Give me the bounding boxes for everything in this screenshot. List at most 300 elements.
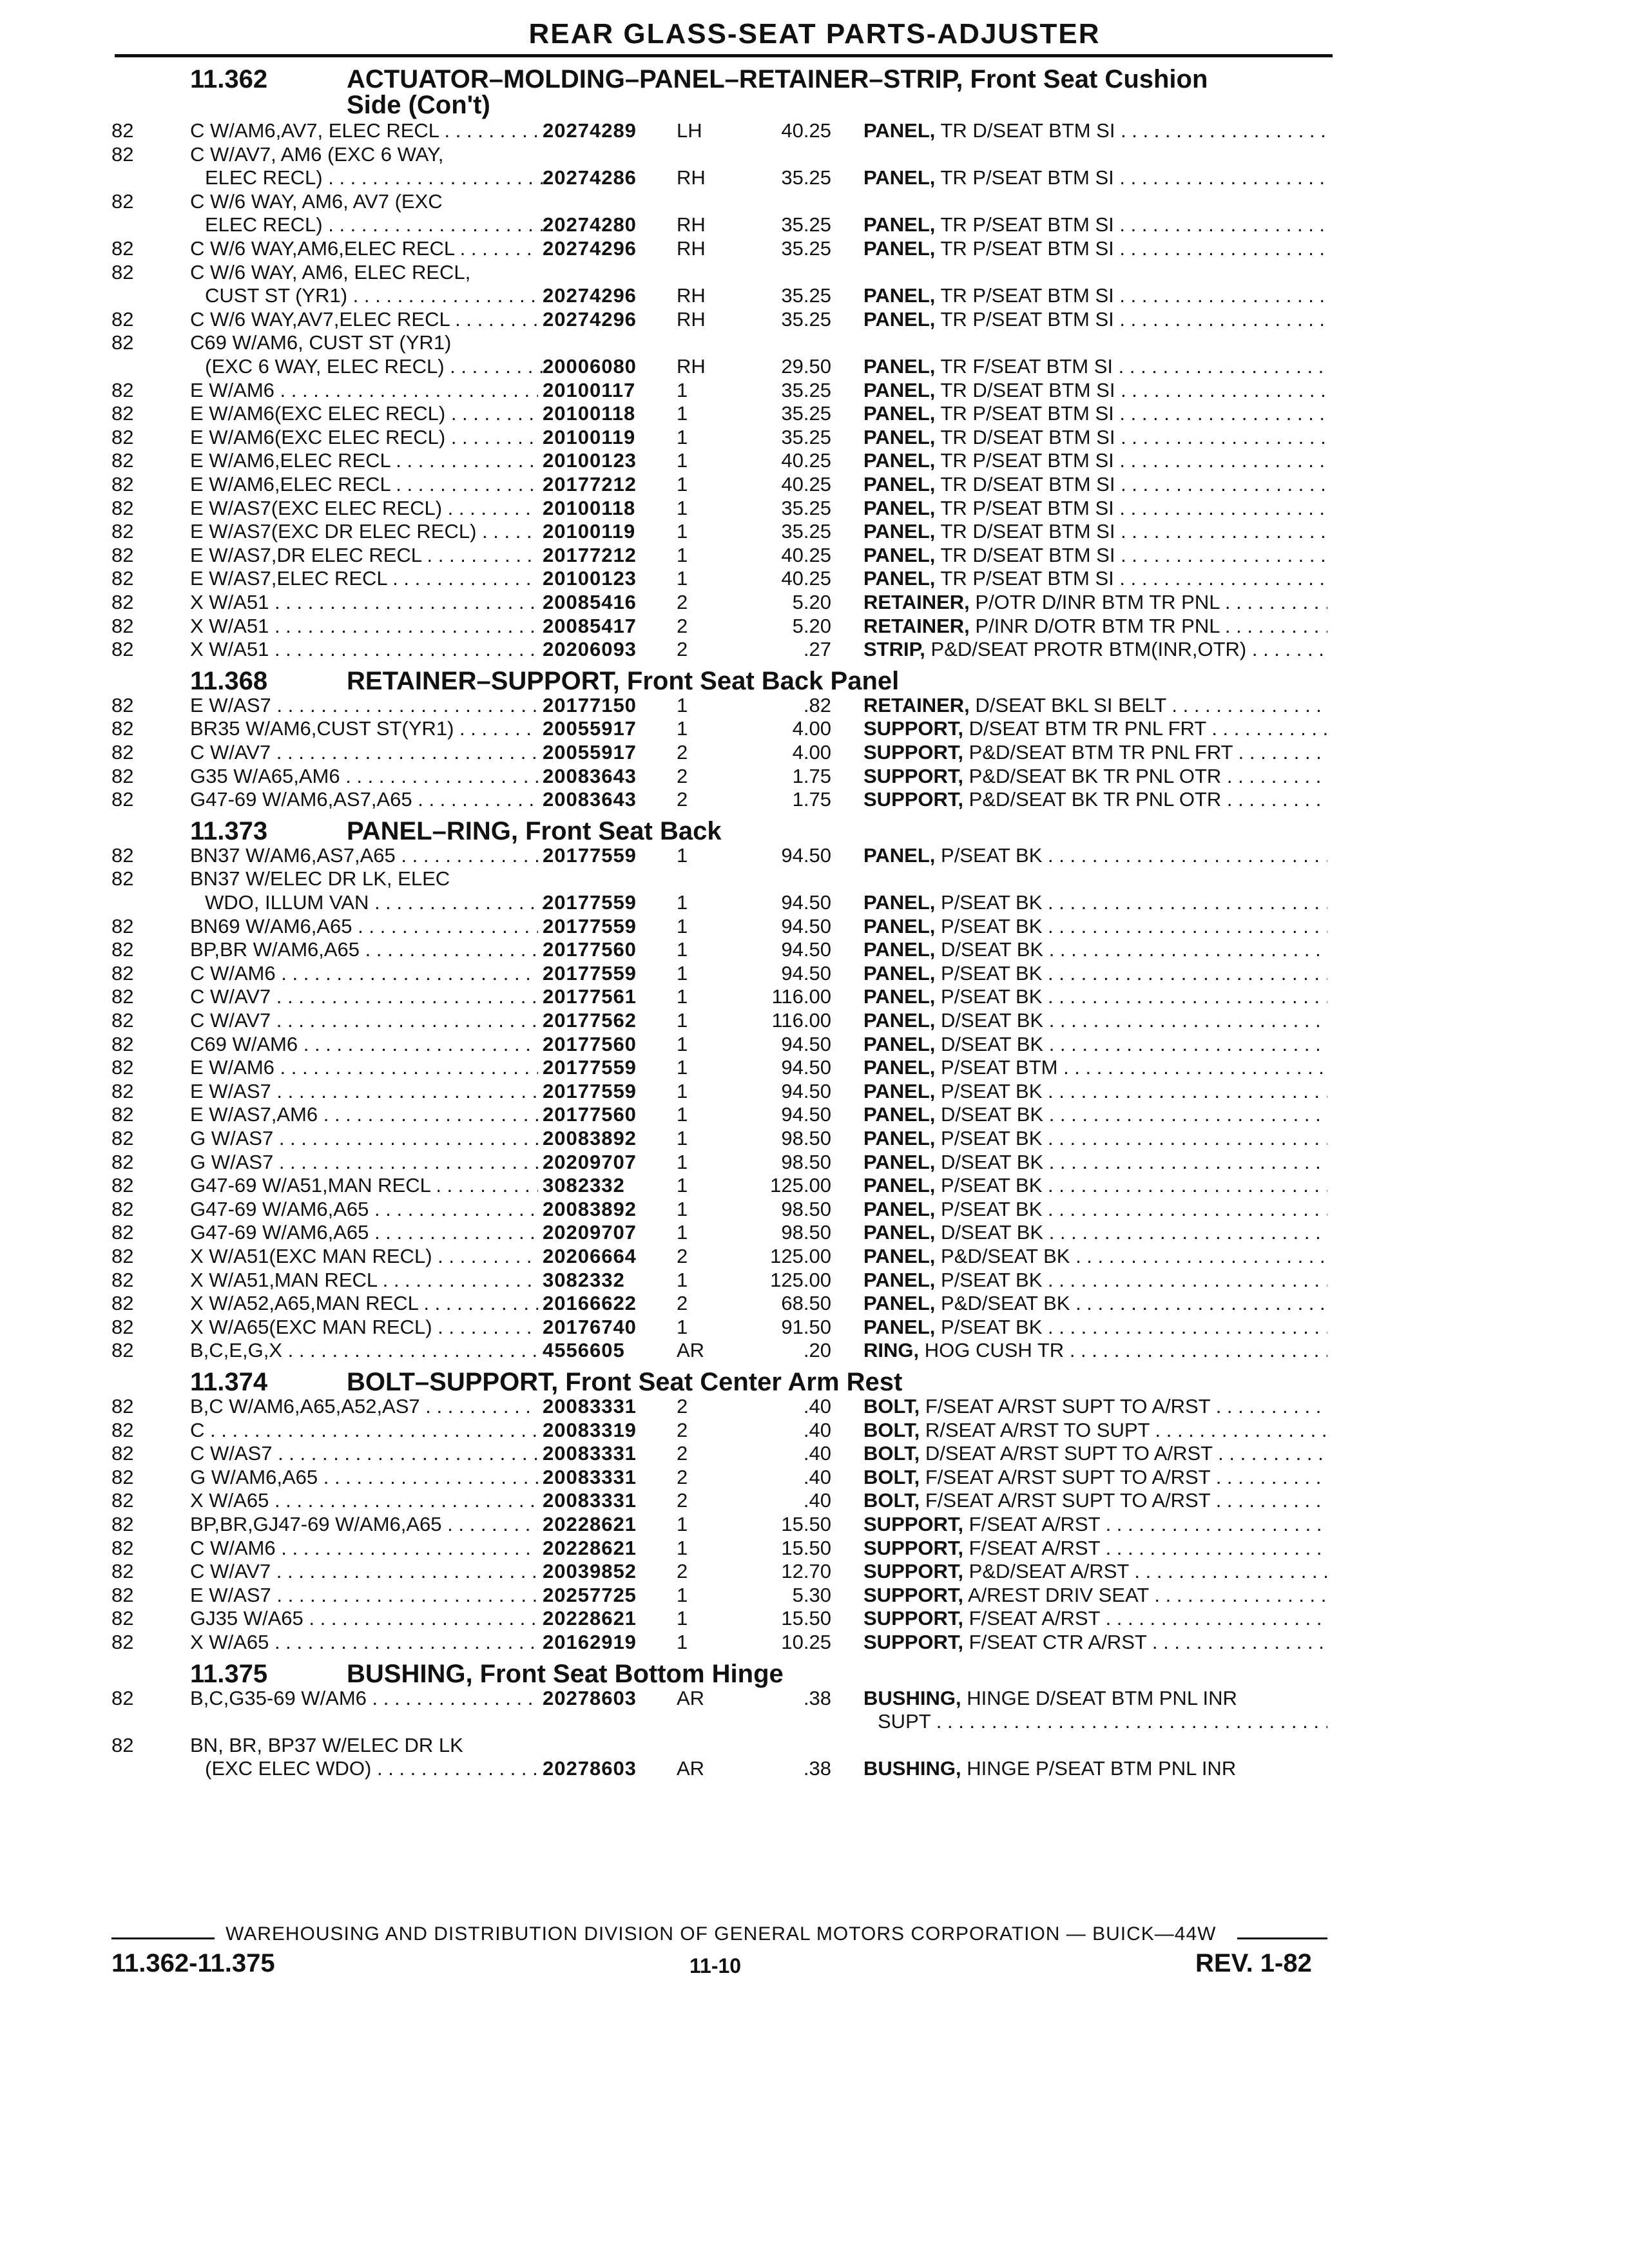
application: E W/AM6(EXC ELEC RECL) . . . (190, 401, 538, 426)
description-text: D/SEAT BK (941, 938, 1044, 961)
model-year: 82 (111, 1686, 134, 1709)
part-number: 20177561 (543, 985, 637, 1008)
description-noun: PANEL, (863, 473, 936, 495)
parts-row (0, 354, 1629, 379)
part-number: 20162919 (543, 1631, 637, 1653)
description (863, 716, 1327, 741)
model-year: 82 (111, 1221, 134, 1244)
application: C W/AV7, AM6 (EXC 6 WAY, (190, 142, 444, 166)
section-title: PANEL–RING, Front Seat Back (347, 816, 722, 845)
model-year: 82 (111, 591, 134, 613)
description-noun: PANEL, (863, 1221, 936, 1244)
quantity: 1 (677, 1103, 688, 1126)
footer-divider-left (111, 1937, 215, 1939)
description-text: TR P/SEAT BTM SI (940, 213, 1114, 236)
part-number: 20274296 (543, 237, 637, 260)
description (863, 740, 1327, 765)
section-title: ACTUATOR–MOLDING–PANEL–RETAINER–STRIP, Front Seat Cushion (347, 65, 1208, 93)
parts-row (0, 937, 1629, 962)
model-year: 82 (111, 764, 134, 787)
application: C W/AV7 . . . (190, 740, 538, 765)
application: C W/AV7 . . . (190, 1008, 538, 1033)
part-number: 20274296 (543, 307, 637, 331)
parts-row (0, 1268, 1629, 1293)
parts-row (0, 1630, 1629, 1655)
quantity: 1 (677, 520, 688, 543)
quantity: LH (677, 119, 702, 142)
quantity: 1 (677, 1127, 688, 1149)
section-heading (0, 1367, 1629, 1397)
price: 35.25 (781, 520, 831, 543)
description-noun: PANEL, (863, 1079, 936, 1102)
description-noun: PANEL, (863, 425, 936, 448)
description-text: HINGE D/SEAT BTM PNL INR (967, 1686, 1237, 1709)
parts-row (0, 590, 1629, 615)
quantity: 1 (677, 543, 688, 566)
parts-row (0, 614, 1629, 639)
description (863, 307, 1327, 332)
parts-row (0, 1032, 1629, 1057)
model-year: 82 (111, 1560, 134, 1583)
application: X W/A65(EXC MAN RECL) . . . (190, 1315, 538, 1340)
quantity: 2 (677, 788, 688, 811)
description-text: TR P/SEAT BTM SI (940, 284, 1114, 307)
price: 4.00 (792, 717, 831, 740)
quantity: 2 (677, 1292, 688, 1315)
part-number: 20177560 (543, 1103, 637, 1126)
quantity: 1 (677, 1631, 688, 1653)
price: 116.00 (771, 985, 831, 1008)
quantity: 1 (677, 891, 688, 914)
description-text: P&D/SEAT BK (941, 1245, 1070, 1267)
description-text: TR D/SEAT BTM SI (940, 543, 1115, 566)
section-number: 11.368 (190, 666, 268, 695)
price: 94.50 (781, 1079, 831, 1102)
quantity: 1 (677, 938, 688, 961)
description (863, 1418, 1327, 1443)
price: .40 (803, 1489, 831, 1512)
parts-row (0, 1756, 1629, 1781)
quantity: 1 (677, 1268, 688, 1291)
parts-row (0, 1583, 1629, 1608)
price: 98.50 (781, 1127, 831, 1149)
part-number: 20177150 (543, 693, 637, 716)
part-number: 20039852 (543, 1560, 637, 1583)
application: G35 W/A65,AM6 . . . (190, 764, 538, 789)
model-year: 82 (111, 693, 134, 716)
description (863, 1583, 1327, 1608)
parts-row (0, 1055, 1629, 1080)
application: X W/A65 . . . (190, 1630, 538, 1655)
application: E W/AS7,ELEC RECL . . . (190, 566, 538, 591)
part-number: 20006080 (543, 355, 637, 378)
description (863, 496, 1327, 521)
model-year: 82 (111, 1583, 134, 1606)
description (863, 843, 1327, 868)
description-noun: BOLT, (863, 1442, 920, 1465)
application: E W/AS7,AM6 . . . (190, 1102, 538, 1127)
quantity: 1 (677, 1221, 688, 1244)
quantity: 1 (677, 717, 688, 740)
part-number: 20278603 (543, 1757, 637, 1780)
parts-row (0, 740, 1629, 765)
description-noun: PANEL, (863, 1268, 936, 1291)
description-noun: RETAINER, (863, 591, 970, 613)
application: (EXC 6 WAY, ELEC RECL) . . . (205, 354, 553, 379)
description-noun: PANEL, (863, 1315, 936, 1338)
section-number: 11.362 (190, 65, 268, 93)
application: C W/AS7 . . . (190, 1441, 538, 1466)
description-text: D/SEAT BKL SI BELT (975, 693, 1166, 716)
quantity: 1 (677, 1150, 688, 1173)
application: E W/AS7,DR ELEC RECL . . . (190, 543, 538, 568)
model-year: 82 (111, 1197, 134, 1220)
description (863, 119, 1327, 143)
application: C . . . (190, 1418, 538, 1443)
description-noun: PANEL, (863, 378, 936, 401)
description (863, 401, 1327, 426)
quantity: 1 (677, 473, 688, 495)
quantity: 1 (677, 1079, 688, 1102)
description-noun: PANEL, (863, 402, 936, 425)
quantity: 1 (677, 693, 688, 716)
model-year: 82 (111, 843, 134, 867)
description-text: P/SEAT BK (941, 1174, 1043, 1197)
price: .38 (803, 1757, 831, 1780)
quantity: 1 (677, 1197, 688, 1220)
model-year: 82 (111, 1489, 134, 1512)
part-number: 20055917 (543, 717, 637, 740)
model-year: 82 (111, 496, 134, 519)
description (863, 1606, 1327, 1631)
part-number: 20209707 (543, 1221, 637, 1244)
parts-row (0, 1733, 1629, 1758)
quantity: RH (677, 355, 706, 378)
description-noun: PANEL, (863, 1245, 936, 1267)
price: 40.25 (781, 449, 831, 472)
price: 94.50 (781, 938, 831, 961)
description-text: F/SEAT A/RST SUPT TO A/RST (925, 1489, 1211, 1512)
price: .20 (803, 1339, 831, 1362)
price: 35.25 (781, 237, 831, 260)
parts-row (0, 166, 1629, 190)
part-number: 20085417 (543, 614, 637, 637)
application: E W/AS7 . . . (190, 693, 538, 718)
description-noun: PANEL, (863, 567, 936, 590)
description (863, 166, 1327, 190)
price: 68.50 (781, 1292, 831, 1315)
application: C W/AM6,AV7, ELEC RECL . . . (190, 119, 538, 143)
model-year: 82 (111, 331, 134, 354)
description (863, 519, 1327, 544)
application: C W/6 WAY, AM6, ELEC RECL, (190, 260, 471, 284)
part-number: 20177559 (543, 891, 637, 914)
model-year: 82 (111, 614, 134, 637)
price: .82 (803, 693, 831, 716)
description-text: P/SEAT BK (941, 985, 1043, 1008)
description-noun: SUPPORT, (863, 741, 964, 764)
part-number: 20176740 (543, 1315, 637, 1338)
description-text: TR P/SEAT BTM SI (940, 402, 1114, 425)
description-text: A/REST DRIV SEAT (967, 1583, 1149, 1606)
header-divider (115, 54, 1333, 57)
price: 35.25 (781, 402, 831, 425)
description (863, 985, 1327, 1009)
quantity: 2 (677, 741, 688, 764)
parts-row (0, 890, 1629, 915)
price: 15.50 (781, 1513, 831, 1535)
model-year: 82 (111, 1150, 134, 1173)
model-year: 82 (111, 1127, 134, 1149)
parts-row (0, 566, 1629, 591)
parts-row (0, 472, 1629, 497)
application: BN37 W/AM6,AS7,A65 . . . (190, 843, 538, 868)
price: 125.00 (770, 1268, 831, 1291)
description-text: P/SEAT BK (941, 1079, 1043, 1102)
section-title-continued: Side (Con't) (347, 91, 490, 119)
model-year: 82 (111, 260, 134, 284)
section-number: 11.375 (190, 1659, 268, 1688)
description (863, 236, 1327, 261)
description-noun: PANEL, (863, 1032, 936, 1055)
description-noun: PANEL, (863, 1009, 936, 1032)
section-number: 11.374 (190, 1368, 268, 1396)
price: 35.25 (781, 213, 831, 236)
price: 94.50 (781, 891, 831, 914)
page-number: 11-10 (689, 1954, 742, 1977)
quantity: 1 (677, 843, 688, 867)
quantity: 1 (677, 1009, 688, 1032)
application: BN69 W/AM6,A65 . . . (190, 914, 538, 939)
description-noun: BUSHING, (863, 1686, 961, 1709)
quantity: RH (677, 237, 706, 260)
description (863, 354, 1327, 379)
section-title: BUSHING, Front Seat Bottom Hinge (347, 1659, 784, 1688)
description (863, 787, 1327, 812)
parts-row (0, 1220, 1629, 1245)
quantity: AR (677, 1686, 705, 1709)
description-noun: PANEL, (863, 355, 936, 378)
parts-row (0, 716, 1629, 741)
part-number: 20274280 (543, 213, 637, 236)
description-text: D/SEAT BK (941, 1150, 1044, 1173)
section-title: BOLT–SUPPORT, Front Seat Center Arm Rest (347, 1368, 903, 1396)
price: 98.50 (781, 1197, 831, 1220)
application: ELEC RECL) . . . (205, 213, 553, 237)
part-number: 4556605 (543, 1339, 625, 1362)
description-noun: SUPPORT, (863, 1560, 964, 1583)
application: E W/AS7 . . . (190, 1583, 538, 1608)
part-number: 20100123 (543, 449, 637, 472)
description (863, 1394, 1327, 1419)
description-noun: PANEL, (863, 1174, 936, 1197)
description-text: TR P/SEAT BTM SI (940, 166, 1114, 189)
description-noun: SUPPORT, (863, 1513, 964, 1535)
quantity: 1 (677, 496, 688, 519)
price: 40.25 (781, 543, 831, 566)
part-number: 20206664 (543, 1245, 637, 1267)
section-heading (0, 816, 1629, 846)
price: .38 (803, 1686, 831, 1709)
model-year: 82 (111, 1292, 134, 1315)
description-text: P/INR D/OTR BTM TR PNL (975, 614, 1220, 637)
application: X W/A51 . . . (190, 590, 538, 615)
description-noun: PANEL, (863, 961, 936, 985)
part-number: 20228621 (543, 1607, 637, 1630)
description (863, 890, 1327, 915)
application: WDO, ILLUM VAN . . . (205, 890, 553, 915)
description-noun: PANEL, (863, 449, 936, 472)
model-year: 82 (111, 1245, 134, 1267)
part-number: 20085416 (543, 591, 637, 613)
description-noun: PANEL, (863, 938, 936, 961)
application: X W/A51(EXC MAN RECL) . . . (190, 1244, 538, 1269)
application: E W/AM6 . . . (190, 1055, 538, 1080)
description (863, 213, 1327, 237)
description (863, 1102, 1327, 1127)
description-noun: PANEL, (863, 166, 936, 189)
description-text: F/SEAT A/RST (969, 1536, 1100, 1559)
model-year: 82 (111, 741, 134, 764)
price: 40.25 (781, 473, 831, 495)
description (863, 1559, 1327, 1584)
description-noun: SUPPORT, (863, 1536, 964, 1559)
application: C69 W/AM6, CUST ST (YR1) (190, 331, 452, 354)
description-noun: RING, (863, 1339, 920, 1362)
description-text: D/SEAT BK (941, 1009, 1044, 1032)
part-number: 20100119 (543, 425, 636, 448)
description-text: D/SEAT BK (941, 1103, 1044, 1126)
price: 5.30 (792, 1583, 831, 1606)
price: 35.25 (781, 425, 831, 448)
description (863, 590, 1327, 615)
application: E W/AM6,ELEC RECL . . . (190, 448, 538, 473)
parts-row (0, 260, 1629, 285)
description-text: HINGE P/SEAT BTM PNL INR (967, 1757, 1237, 1780)
application: C W/6 WAY,AM6,ELEC RECL . . . (190, 236, 538, 261)
description-text: TR D/SEAT BTM SI (940, 119, 1115, 142)
application: B,C,E,G,X . . . (190, 1338, 538, 1363)
description-text: P&D/SEAT A/RST (969, 1560, 1129, 1583)
parts-row (0, 1394, 1629, 1419)
description (863, 961, 1327, 986)
description-noun: PANEL, (863, 985, 936, 1008)
application: X W/A51 . . . (190, 637, 538, 662)
application: E W/AM6(EXC ELEC RECL) . . . (190, 425, 538, 450)
part-number: 20177559 (543, 1056, 637, 1079)
description (863, 1488, 1327, 1513)
description-text: D/SEAT A/RST SUPT TO A/RST (925, 1442, 1213, 1465)
description-text: P/SEAT BK (941, 1315, 1043, 1338)
application: C W/AM6 . . . (190, 961, 538, 986)
part-number: 20206093 (543, 638, 637, 661)
footer-division: WAREHOUSING AND DISTRIBUTION DIVISION OF GENERAL MOTORS CORPORATION — BUICK—44W (226, 1923, 1217, 1945)
parts-row (0, 787, 1629, 812)
description-noun: PANEL, (863, 496, 936, 519)
model-year: 82 (111, 867, 134, 890)
description (863, 1268, 1327, 1293)
price: 40.25 (781, 119, 831, 142)
part-number: 20100118 (543, 496, 636, 519)
quantity: 2 (677, 1395, 688, 1418)
description (863, 1244, 1327, 1269)
description-noun: SUPPORT, (863, 1631, 964, 1653)
description-text: TR D/SEAT BTM SI (940, 378, 1115, 401)
description-noun: BOLT, (863, 1418, 920, 1441)
description-noun: PANEL, (863, 1127, 936, 1149)
description-text: F/SEAT CTR A/RST (969, 1631, 1147, 1653)
price: .40 (803, 1418, 831, 1441)
part-number: 20177559 (543, 914, 637, 937)
description (863, 284, 1327, 308)
quantity: 1 (677, 449, 688, 472)
application: C W/6 WAY,AV7,ELEC RECL . . . (190, 307, 538, 332)
description-text: TR D/SEAT BTM SI (940, 473, 1115, 495)
model-year: 82 (111, 914, 134, 937)
quantity: RH (677, 213, 706, 236)
description-noun: BUSHING, (863, 1757, 961, 1780)
model-year: 82 (111, 1056, 134, 1079)
parts-row (0, 401, 1629, 426)
section-title: RETAINER–SUPPORT, Front Seat Back Panel (347, 666, 900, 695)
application: E W/AS7(EXC DR ELEC RECL) . . . (190, 519, 538, 544)
parts-row (0, 1244, 1629, 1269)
description-text: R/SEAT A/RST TO SUPT (925, 1418, 1150, 1441)
page-title: REAR GLASS-SEAT PARTS-ADJUSTER (528, 18, 1101, 50)
model-year: 82 (111, 1513, 134, 1535)
model-year: 82 (111, 307, 134, 331)
parts-row (0, 1126, 1629, 1151)
price: 94.50 (781, 1056, 831, 1079)
description-noun: BOLT, (863, 1489, 920, 1512)
price: 35.25 (781, 166, 831, 189)
parts-row (0, 307, 1629, 332)
price: 94.50 (781, 961, 831, 985)
model-year: 82 (111, 638, 134, 661)
parts-row (0, 142, 1629, 167)
part-number: 20177560 (543, 1032, 637, 1055)
description-text: P/SEAT BK (941, 961, 1043, 985)
description-text: F/SEAT A/RST (969, 1513, 1100, 1535)
model-year: 82 (111, 142, 134, 166)
model-year: 82 (111, 788, 134, 811)
description-noun: BOLT, (863, 1465, 920, 1488)
description (863, 1630, 1327, 1655)
parts-row (0, 637, 1629, 662)
description-text: P&D/SEAT BK TR PNL OTR (969, 788, 1222, 811)
parts-row (0, 425, 1629, 450)
application: C W/6 WAY, AM6, AV7 (EXC (190, 189, 443, 213)
quantity: 1 (677, 1315, 688, 1338)
parts-row (0, 1008, 1629, 1033)
description (863, 1465, 1327, 1490)
quantity: 1 (677, 1513, 688, 1535)
part-number: 20257725 (543, 1583, 637, 1606)
parts-row (0, 1102, 1629, 1127)
part-number: 20177212 (543, 543, 637, 566)
model-year: 82 (111, 1268, 134, 1291)
model-year: 82 (111, 961, 134, 985)
parts-row (0, 961, 1629, 986)
model-year: 82 (111, 1339, 134, 1362)
part-number: 20083331 (543, 1442, 637, 1465)
parts-row (0, 378, 1629, 403)
description-text: TR F/SEAT BTM SI (940, 355, 1113, 378)
model-year: 82 (111, 1032, 134, 1055)
model-year: 82 (111, 543, 134, 566)
description (863, 1173, 1327, 1198)
price: 116.00 (771, 1009, 831, 1032)
